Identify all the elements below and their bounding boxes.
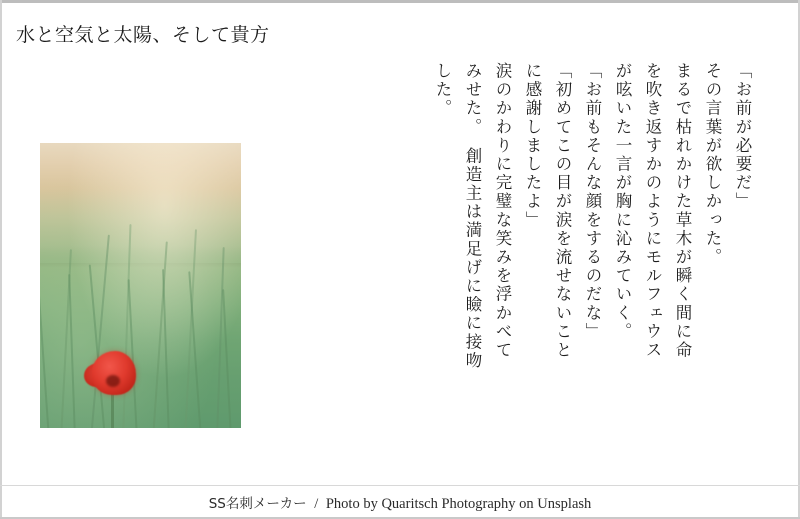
footer-maker-label: SS名刺メーカー [208,496,307,512]
text-line: 涙のかわりに完璧な笑みを浮かべて [493,62,512,360]
canvas-left-border [0,0,2,519]
poppy-flower [92,351,136,395]
page-title: 水と空気と太陽、そして貴方 [16,24,270,46]
poppy-shadow [106,375,120,387]
poppy-stem [111,393,114,428]
text-line: に感謝しましたよ」 [523,62,542,230]
text-line: 「お前が必要だ」 [733,62,752,211]
footer-divider [0,485,800,486]
text-line: その言葉が欲しかった。 [703,62,722,267]
footer-credit [0,492,800,513]
text-line: みせた。 創造主は満足げに瞼に接吻 [463,62,482,370]
text-line: を吹き返すかのようにモルフェウス [643,62,662,360]
text-line: が呟いた一言が胸に沁みていく。 [613,62,632,341]
vertical-text-block [330,62,750,462]
text-line: した。 [433,62,452,118]
canvas-top-border [0,0,800,3]
poppy-photo [40,143,241,428]
footer-separator: / [314,496,319,512]
text-line: まるで枯れかけた草木が瞬く間に命 [673,62,692,360]
footer-photo-credit: Photo by Quaritsch Photography on Unsplash [325,496,592,512]
text-line: 「初めてこの目が涙を流せないこと [553,62,572,360]
text-line: 「お前もそんな顔をするのだな」 [583,62,602,341]
